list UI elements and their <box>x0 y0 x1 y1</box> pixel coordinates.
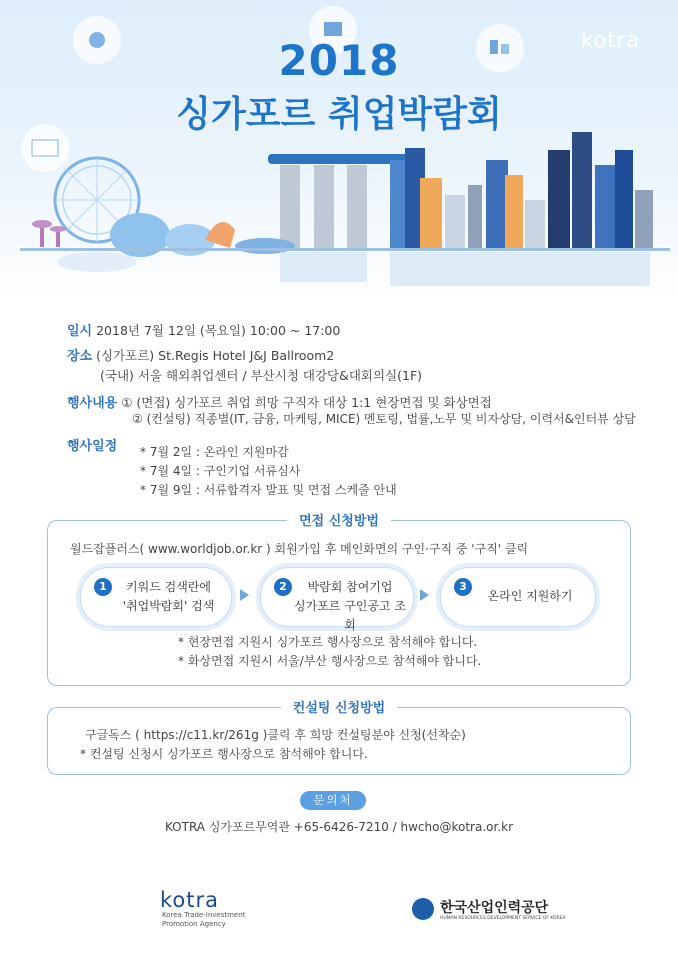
step-card-1 <box>80 567 232 627</box>
kotra-brand: kotra <box>581 28 640 52</box>
venue-label: 장소 <box>67 349 93 364</box>
kotra-sub-1: Korea Trade-Investment <box>162 911 246 919</box>
contact-text: KOTRA 싱가포르무역관 +65-6426-7210 / hwcho@kotra.or.kr <box>164 820 514 834</box>
consulting-title <box>0 697 678 716</box>
event-line2: ② (컨설팅) 직종별(IT, 금융, 마케팅, MICE) 멘토링, 법률,노무 및 비자상담, 이력서&인터뷰 상담 <box>132 412 636 426</box>
step-text-2 <box>291 578 409 635</box>
step-text-1 <box>111 578 226 616</box>
tower-c <box>615 150 633 250</box>
venue-row <box>67 345 334 364</box>
mbs-tower-1 <box>280 165 300 250</box>
arrow-right-icon <box>240 589 249 601</box>
interview-title <box>0 510 678 529</box>
step-2-line2: 싱가포르 구인공고 조회 <box>294 599 406 632</box>
date-row <box>67 320 340 339</box>
date-label: 일시 <box>67 324 93 339</box>
schedule-item: * 7월 2일 : 온라인 지원마감 <box>140 445 289 459</box>
step-text-3 <box>471 587 589 606</box>
hrd-sub: HUMAN RESOURCES DEVELOPMENT SERVICE OF KOREA <box>440 916 566 921</box>
kotra-sub-2: Promotion Agency <box>162 920 226 928</box>
schedule-item: * 7월 9일 : 서류합격자 발표 및 면접 스케줄 안내 <box>140 483 397 497</box>
schedule-label: 행사일정 <box>67 439 118 454</box>
event-row <box>67 392 492 411</box>
mbs-tower-2 <box>314 165 334 250</box>
interview-note-1: * 현장면접 지원시 싱가포르 행사장으로 참석해야 합니다. <box>178 635 478 649</box>
tower-dark <box>548 150 570 250</box>
interview-intro: 월드잡플러스( www.worldjob.or.kr ) 회원가입 후 메인화면의 구인·구직 중 '구직' 클릭 <box>70 542 529 556</box>
step-number-1: 1 <box>94 578 112 596</box>
step-number-3: 3 <box>454 578 472 596</box>
consulting-title-text: 컨설팅 신청방법 <box>281 701 397 716</box>
event-line1: ① (면접) 싱가포르 취업 희망 구직자 대상 1:1 현장면접 및 화상면접 <box>121 395 492 410</box>
venue-line1: (싱가포르) St.Regis Hotel J&J Ballroom2 <box>96 348 335 363</box>
step-1-line2: '취업박람회' 검색 <box>122 599 215 613</box>
event-label: 행사내용 <box>67 396 118 411</box>
interview-note-2: * 화상면접 지원시 서울/부산 행사장으로 참석해야 합니다. <box>178 654 482 668</box>
consulting-line2: * 컨설팅 신청시 싱가포르 행사장으로 참석해야 합니다. <box>80 747 368 761</box>
step-number-2: 2 <box>274 578 292 596</box>
page-title: 싱가포르 취업박람회 <box>176 94 502 135</box>
consulting-line1: 구글독스 ( https://c11.kr/261g )클릭 후 희망 컨설팅분야 신청(선착순) <box>85 728 466 742</box>
step-card-2 <box>260 567 414 632</box>
hrd-name: 한국산업인력공단 <box>440 900 549 916</box>
tower-b <box>486 160 508 250</box>
kotra-logo: kotra <box>160 888 219 912</box>
contact-badge: 문의처 <box>300 791 366 810</box>
step-3-line1: 온라인 지원하기 <box>487 589 573 603</box>
tower-orange <box>420 178 442 250</box>
date-value: 2018년 7월 12일 (목요일) 10:00 ~ 17:00 <box>96 323 341 338</box>
arrow-right-icon <box>420 589 429 601</box>
hrd-emblem-icon <box>412 898 434 920</box>
step-1-line1: 키워드 검색란에 <box>126 580 211 594</box>
step-card-3 <box>440 567 596 627</box>
title-year: 2018 <box>278 36 400 85</box>
hero-banner <box>0 0 678 300</box>
schedule-item: * 7월 4일 : 구인기업 서류심사 <box>140 464 301 478</box>
step-2-line1: 박람회 참여기업 <box>307 580 393 594</box>
schedule-row <box>67 435 117 454</box>
mbs-tower-3 <box>347 165 367 250</box>
venue-line2: (국내) 서울 해외취업센터 / 부산시청 대강당&대회의실(1F) <box>100 368 423 383</box>
interview-title-text: 면접 신청방법 <box>287 514 391 529</box>
